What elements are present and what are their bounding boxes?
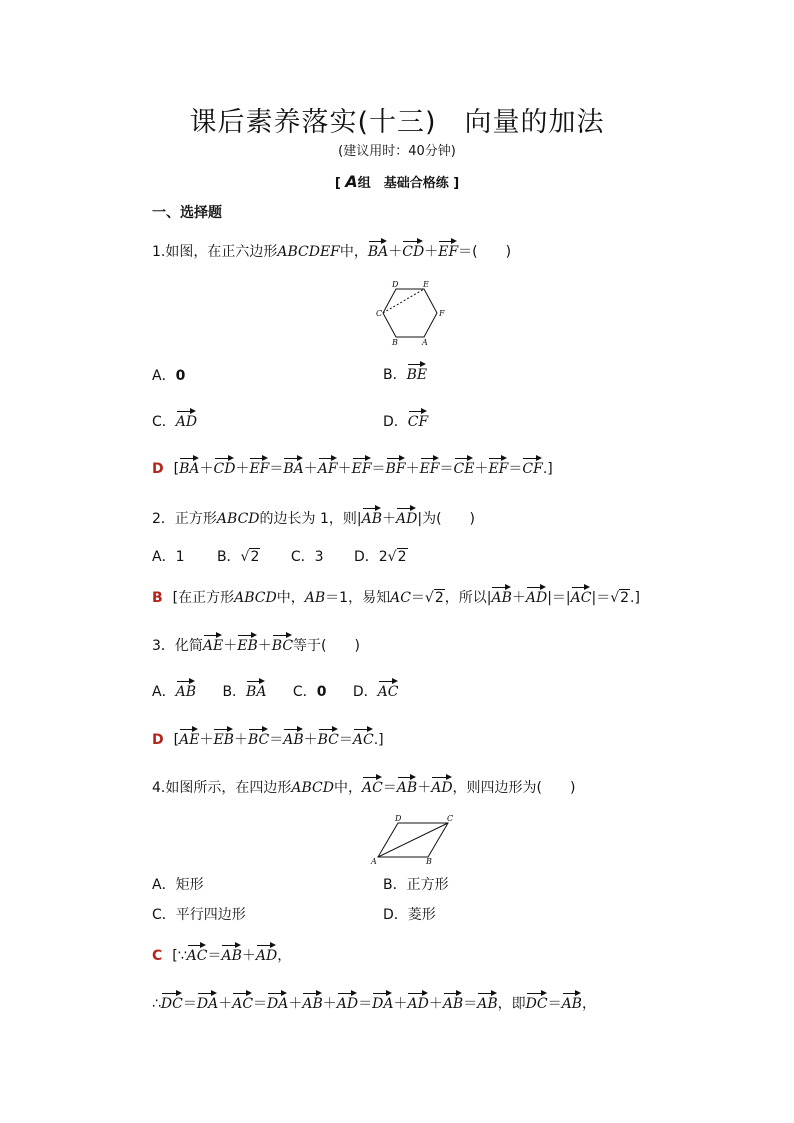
q3-options: A．AB B．BA C．0 D．AC xyxy=(152,678,399,703)
q1-option-d xyxy=(383,408,428,433)
q1-answer: D xyxy=(152,461,164,477)
q1-option-c-label: C． xyxy=(152,414,176,430)
q2-exp-mid2: ＝1，易知 xyxy=(325,590,391,606)
hexagon-label-d: D xyxy=(392,280,399,289)
q4-option-c: C．平行四边形 xyxy=(152,907,246,923)
group-heading xyxy=(0,172,794,191)
q4-stem-prefix: 4.如图所示，在四边形 xyxy=(152,780,292,796)
vector-CD: CD xyxy=(402,238,424,260)
q1-hexagon-name: ABCDEF xyxy=(277,244,340,260)
q2-option-c: C．3 xyxy=(290,549,324,565)
q1-option-c xyxy=(152,408,197,433)
q3-option-b: B． xyxy=(222,684,247,700)
group-bracket-close: ] xyxy=(453,176,460,191)
q1-option-d-label: D． xyxy=(383,414,408,430)
parallelogram-label-a: A xyxy=(371,857,377,865)
hexagon-label-e: E xyxy=(423,280,429,289)
q2-stem-mid: 的边长为 1，则| xyxy=(259,511,362,527)
hexagon-label-b: B xyxy=(392,338,398,347)
q2-stem: 2．正方形ABCD的边长为 1，则|AB＋AD|为( ) xyxy=(152,505,475,530)
q1-stem-suffix: ＝( ) xyxy=(458,244,512,260)
vector-BE: BE xyxy=(407,361,428,383)
q3-option-c: C． xyxy=(292,684,317,700)
q4-option-a: A．矩形 xyxy=(152,877,204,893)
hexagon-shape xyxy=(383,289,437,337)
q4-explanation-line1: C [∵AC＝AB＋AD， xyxy=(152,942,291,967)
q3-answer: D xyxy=(152,732,164,748)
q3-option-d: D． xyxy=(352,684,378,700)
q1-option-b-label: B． xyxy=(383,367,407,383)
q4-exp2-prefix: ∴ xyxy=(152,996,161,1012)
hexagon-figure xyxy=(376,279,452,347)
q4-stem: 4.如图所示，在四边形ABCD中，AC＝AB＋AD，则四边形为( ) xyxy=(152,774,575,799)
parallelogram-label-d: D xyxy=(395,814,402,823)
hexagon-label-f: F xyxy=(439,309,445,318)
q4-stem-suffix: ，则四边形为( ) xyxy=(452,780,576,796)
q1-stem-mid: 中， xyxy=(339,244,368,260)
q3-option-a: A． xyxy=(152,684,176,700)
vector-CF: CF xyxy=(408,408,428,430)
parallelogram-figure xyxy=(368,813,458,865)
group-bracket-open: [ xyxy=(334,176,341,191)
q4-quad-name: ABCD xyxy=(291,780,334,796)
q3-stem-suffix: 等于( ) xyxy=(293,638,360,654)
q2-exp-end: ] xyxy=(634,590,640,606)
q1-option-a-value: 0 xyxy=(175,368,186,384)
q2-option-b: B． xyxy=(216,549,241,565)
q3-stem-prefix: 3．化简 xyxy=(152,638,203,654)
q2-explanation: B [在正方形ABCD中，AB＝1，易知AC＝√2，所以|AB＋AD|＝|AC|＝√2.] xyxy=(152,584,640,609)
q1-explanation: D [BA＋CD＋EF＝BA＋AF＋EF＝BF＋EF＝CE＋EF＝CF.] xyxy=(152,455,553,480)
q2-option-d: D．2 xyxy=(353,549,388,565)
q2-exp-ab: AB xyxy=(304,590,326,606)
q2-exp-mid3: ，所以| xyxy=(444,590,492,606)
q3-stem: 3．化简AE＋EB＋BC等于( ) xyxy=(152,632,360,657)
q3-option-c-value: 0 xyxy=(316,684,327,700)
group-label: 组 基础合格练 xyxy=(357,176,449,191)
q4-stem-mid: 中， xyxy=(333,780,362,796)
vector-AD: AD xyxy=(176,408,197,430)
group-letter: A xyxy=(345,172,358,191)
q4-answer: C xyxy=(152,948,163,964)
hexagon-label-a: A xyxy=(422,338,428,347)
q2-stem-prefix: 2．正方形 xyxy=(152,511,217,527)
q2-option-a: A．1 xyxy=(152,549,185,565)
q2-options: A．1 B．√2 C．3 D．2√2 xyxy=(152,549,407,565)
page-title: 课后素养落实(十三) 向量的加法 xyxy=(189,107,605,138)
q2-exp-name: ABCD xyxy=(234,590,277,606)
q2-exp-mid1: 中， xyxy=(276,590,305,606)
q1-stem: 1.如图，在正六边形ABCDEF中，BA＋CD＋EF＝( ) xyxy=(152,238,511,263)
parallelogram-label-c: C xyxy=(447,814,454,823)
q2-exp-ac: AC xyxy=(390,590,411,606)
q2-answer: B xyxy=(152,590,163,606)
vector-BA: BA xyxy=(368,238,388,260)
q4-option-b: B．正方形 xyxy=(383,877,449,893)
q4-exp2-mid: ，即 xyxy=(497,996,526,1012)
q2-stem-suffix: |为( ) xyxy=(417,511,475,527)
q3-explanation: D [AE＋EB＋BC＝AB＋BC＝AC.] xyxy=(152,726,384,751)
q4-option-d: D．菱形 xyxy=(383,907,436,923)
q1-option-a-label: A． xyxy=(152,368,176,384)
q4-exp1-prefix: [∵ xyxy=(172,948,187,964)
vector-EF: EF xyxy=(438,238,458,260)
q1-option-a xyxy=(152,365,185,387)
parallelogram-label-b: B xyxy=(426,857,432,865)
hexagon-label-c: C xyxy=(376,309,383,318)
q1-option-b xyxy=(383,361,427,386)
time-note: (建议用时：40分钟) xyxy=(338,144,456,159)
q1-stem-prefix: 1.如图，在正六边形 xyxy=(152,244,278,260)
q2-square-name: ABCD xyxy=(216,511,260,527)
q2-exp-prefix: [在正方形 xyxy=(172,590,235,606)
section-heading: 一、选择题 xyxy=(152,205,222,221)
q4-explanation-line2: ∴DC＝DA＋AC＝DA＋AB＋AD＝DA＋AD＋AB＝AB，即DC＝AB， xyxy=(152,990,596,1015)
